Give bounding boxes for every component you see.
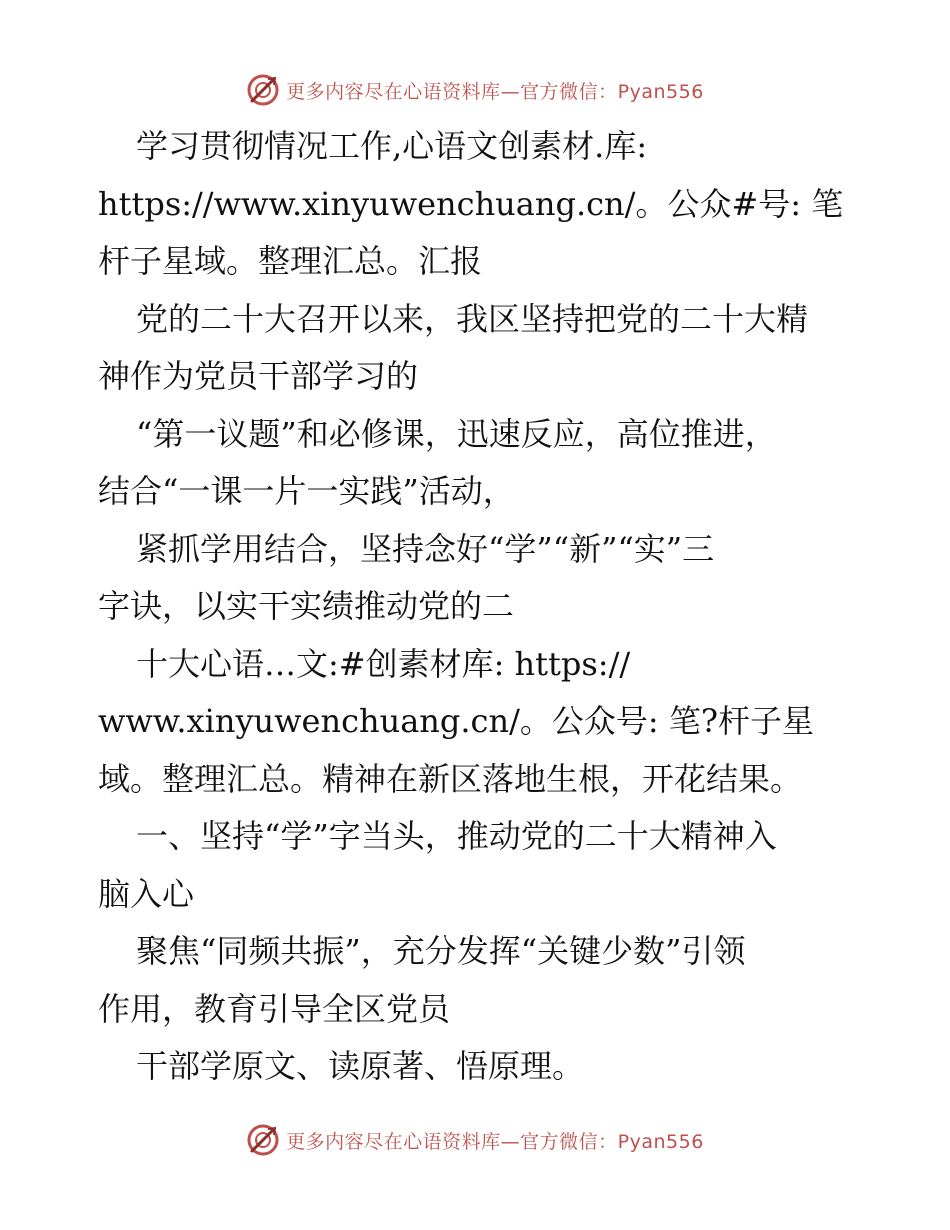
footer-banner	[0, 1120, 950, 1160]
text-line: 神作为党员干部学习的	[98, 357, 419, 395]
text-line: 党的二十大召开以来，我区坚持把党的二十大精	[136, 299, 809, 338]
text-line: 十大心语…文:#创素材库: https://	[136, 644, 631, 683]
footer-banner-text: 更多内容尽在心语资料库—官方微信：Pyan556	[286, 1130, 704, 1153]
section-heading-continued: 脑入心	[98, 874, 195, 913]
document-body	[98, 118, 858, 1096]
logo-icon	[246, 73, 280, 107]
text-line: “第一议题”和必修课，迅速反应，高位推进，	[136, 414, 777, 453]
text-line: 干部学原文、读原著、悟原理。	[136, 1047, 585, 1085]
text-line: www.xinyuwenchuang.cn/。公众号: 笔?杆子星	[98, 702, 814, 740]
text-line: 紧抓学用结合，坚持念好“学”“新”“实”三	[136, 529, 715, 568]
text-line: 结合“一课一片一实践”活动，	[98, 472, 515, 510]
header-banner-text: 更多内容尽在心语资料库—官方微信：Pyan556	[286, 80, 704, 103]
header-banner	[0, 70, 950, 110]
section-heading: 一、坚持“学”字当头，推动党的二十大精神入	[136, 817, 777, 855]
text-line: 字诀，以实干实绩推动党的二	[98, 587, 515, 625]
text-line: 聚焦“同频共振”，充分发挥“关键少数”引领	[136, 932, 746, 970]
text-line: 学习贯彻情况工作,心语文创素材.库:	[136, 127, 648, 165]
text-line: 域。整理汇总。精神在新区落地生根，开花结果。	[98, 759, 803, 798]
text-line: https://www.xinyuwenchuang.cn/。公众#号: 笔	[98, 184, 844, 223]
text-line: 杆子星域。整理汇总。汇报	[98, 242, 483, 280]
text-line: 作用，教育引导全区党员	[98, 989, 451, 1028]
logo-icon	[246, 1123, 280, 1157]
